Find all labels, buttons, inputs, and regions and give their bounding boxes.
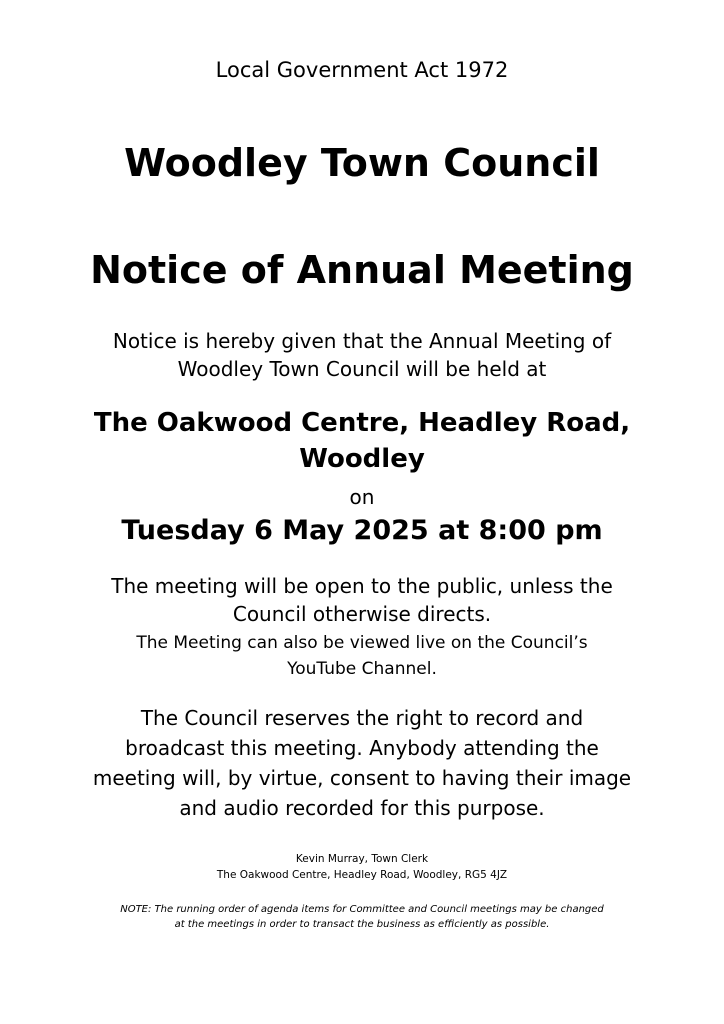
public-access-statement bbox=[0, 572, 724, 628]
youtube-line: YouTube Channel. bbox=[287, 659, 437, 679]
meeting-venue bbox=[0, 405, 724, 477]
clerk-signature bbox=[0, 851, 724, 883]
notice-title: Notice of Annual Meeting bbox=[90, 248, 634, 292]
record-line: meeting will, by virtue, consent to having their image bbox=[92, 766, 632, 790]
recording-statement bbox=[0, 703, 724, 823]
agenda-note bbox=[0, 902, 724, 932]
record-line: broadcast this meeting. Anybody attending the bbox=[125, 736, 599, 760]
notice-intro bbox=[0, 327, 724, 383]
youtube-statement bbox=[0, 630, 724, 682]
public-line: The meeting will be open to the public, unless the bbox=[111, 574, 613, 598]
clerk-name: Kevin Murray, Town Clerk bbox=[295, 853, 429, 865]
public-line: Council otherwise directs. bbox=[232, 602, 492, 626]
record-line: and audio recorded for this purpose. bbox=[179, 796, 545, 820]
legislation-heading: Local Government Act 1972 bbox=[215, 58, 509, 82]
venue-line: Woodley bbox=[299, 444, 425, 474]
note-line: at the meetings in order to transact the business as efficiently as possible. bbox=[174, 919, 550, 930]
note-line: NOTE: The running order of agenda items for Committee and Council meetings may be changed bbox=[120, 904, 604, 915]
notice-intro-line: Notice is hereby given that the Annual Meeting of bbox=[112, 329, 612, 353]
venue-line: The Oakwood Centre, Headley Road, bbox=[93, 408, 631, 438]
meeting-date: Tuesday 6 May 2025 at 8:00 pm bbox=[121, 515, 603, 546]
on-text: on bbox=[349, 485, 375, 509]
youtube-line: The Meeting can also be viewed live on the Council’s bbox=[136, 633, 588, 653]
council-title: Woodley Town Council bbox=[124, 141, 600, 185]
clerk-address: The Oakwood Centre, Headley Road, Woodley, RG5 4JZ bbox=[216, 869, 508, 881]
notice-intro-line: Woodley Town Council will be held at bbox=[177, 357, 547, 381]
record-line: The Council reserves the right to record and bbox=[140, 706, 584, 730]
